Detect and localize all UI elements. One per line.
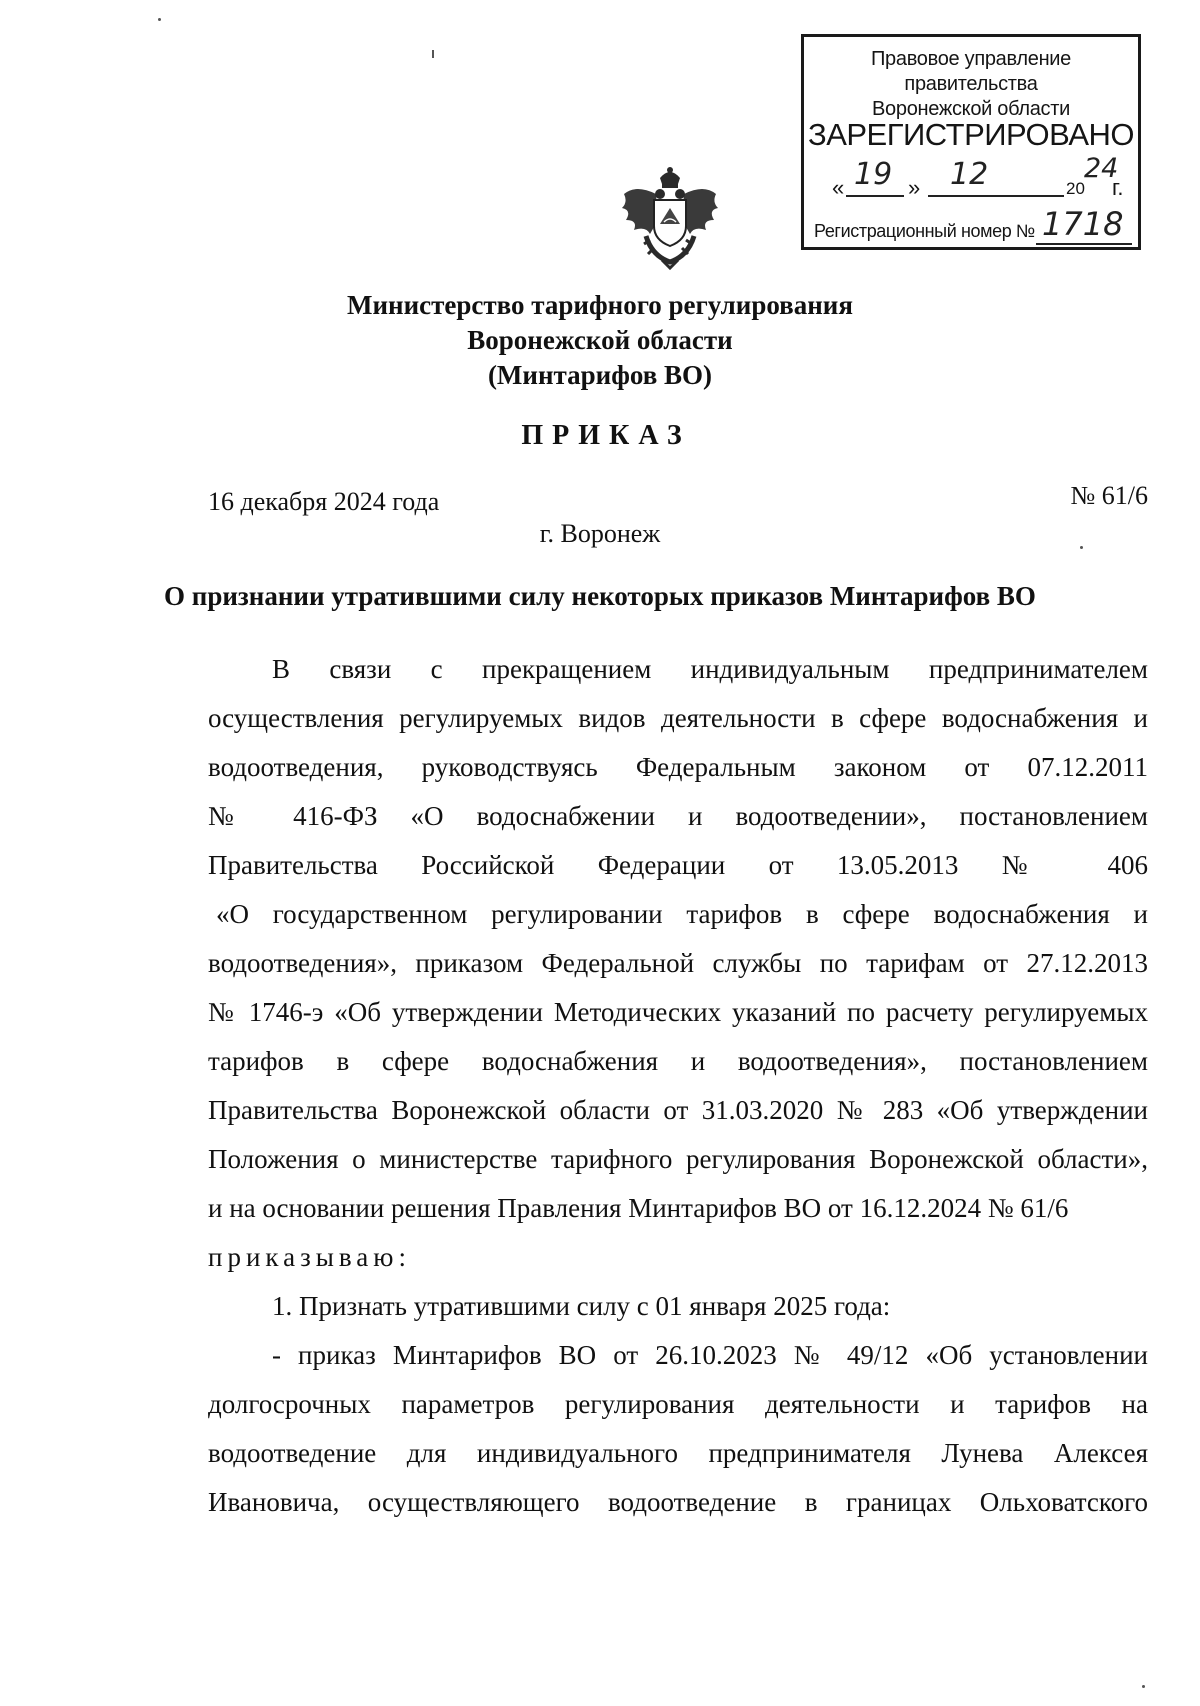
stamp-month: 12 <box>950 157 989 192</box>
body-line: Ивановича, осуществляющего водоотведение в границах Ольховатского <box>208 1487 1148 1517</box>
coat-of-arms-icon <box>616 164 724 272</box>
stamp-year-unit: г. <box>1112 175 1124 200</box>
body-line: водоотведения, руководствуясь Федеральным законом от 07.12.2011 <box>208 752 1148 782</box>
scan-speck <box>1142 1685 1145 1688</box>
stamp-number-underline <box>1036 243 1132 245</box>
scan-speck <box>1080 546 1083 549</box>
order-directive: приказываю: <box>208 1242 411 1272</box>
registration-stamp <box>801 34 1141 250</box>
scan-speck <box>158 18 161 21</box>
document-type: ПРИКАЗ <box>521 420 691 451</box>
order-subject: О признании утратившими силу некоторых приказов Минтарифов ВО <box>164 581 1036 611</box>
body-line: Положения о министерстве тарифного регулирования Воронежской области», <box>208 1144 1148 1174</box>
stamp-day-underline <box>846 195 904 197</box>
stamp-registered-title: ЗАРЕГИСТРИРОВАНО <box>807 117 1134 152</box>
scan-speck <box>432 50 434 58</box>
order-city: г. Воронеж <box>539 519 661 548</box>
body-line: «О государственном регулировании тарифов в сфере водоснабжения и <box>216 899 1148 929</box>
body-line: долгосрочных параметров регулирования деятельности и тарифов на <box>208 1389 1148 1419</box>
stamp-number: 1718 <box>1042 205 1124 243</box>
stamp-close-quote: » <box>908 175 921 200</box>
stamp-number-row <box>814 205 1134 245</box>
order-number: № 61/6 <box>1070 481 1148 510</box>
ministry-line3: (Минтарифов ВО) <box>487 360 713 390</box>
body-line: № 416-ФЗ «О водоснабжении и водоотведении», постановлением <box>208 801 1148 831</box>
body-line: и на основании решения Правления Минтарифов ВО от 16.12.2024 № 61/6 <box>208 1193 1069 1223</box>
stamp-org-line2: Воронежской области <box>872 98 1070 120</box>
ministry-line1: Министерство тарифного регулирования <box>347 290 853 320</box>
clause-1: 1. Признать утратившими силу с 01 января 2025 года: <box>272 1291 891 1321</box>
body-line: В связи с прекращением индивидуальным предпринимателем <box>272 654 1148 684</box>
stamp-organization <box>804 47 1138 122</box>
order-date: 16 декабря 2024 года <box>208 487 440 516</box>
body-line: - приказ Минтарифов ВО от 26.10.2023 № 49/12 «Об установлении <box>272 1340 1148 1370</box>
body-line: водоотведение для индивидуального предпринимателя Лунева Алексея <box>208 1438 1148 1468</box>
stamp-day: 19 <box>854 157 893 192</box>
body-line: Правительства Воронежской области от 31.03.2020 № 283 «Об утверждении <box>208 1095 1148 1125</box>
ministry-line2: Воронежской области <box>467 325 733 355</box>
stamp-open-quote: « <box>832 175 845 200</box>
stamp-date-row <box>832 153 1124 200</box>
body-line: № 1746-э «Об утверждении Методических указаний по расчету регулируемых <box>208 997 1148 1027</box>
body-line: осуществления регулируемых видов деятельности в сфере водоснабжения и <box>208 703 1148 733</box>
body-line: водоотведения», приказом Федеральной службы по тарифам от 27.12.2013 <box>208 948 1148 978</box>
ministry-name <box>0 288 1200 393</box>
stamp-month-underline <box>928 195 1064 197</box>
body-line: тарифов в сфере водоснабжения и водоотведения», постановлением <box>208 1046 1148 1076</box>
body-line: Правительства Российской Федерации от 13.05.2013 № 406 <box>208 850 1148 880</box>
stamp-year-prefix: 20 <box>1066 179 1085 198</box>
stamp-year-suffix: 24 <box>1084 153 1119 184</box>
stamp-org-line1: Правовое управление правительства <box>870 48 1072 95</box>
stamp-number-label: Регистрационный номер № <box>814 221 1035 241</box>
